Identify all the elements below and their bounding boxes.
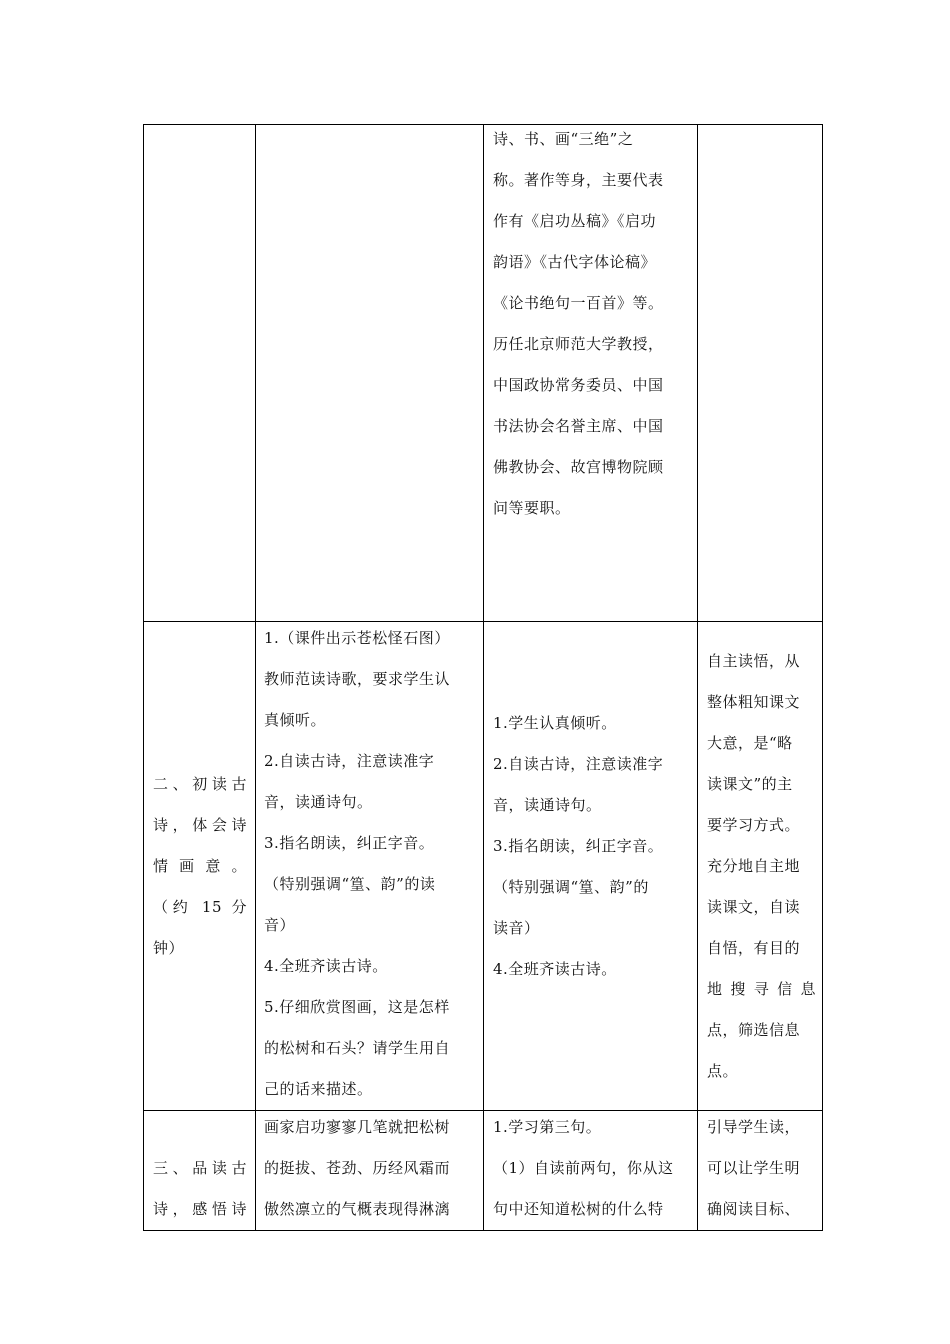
text-line: 作有《启功丛稿》《启功	[493, 212, 657, 230]
text-line: 要学习方式。	[707, 815, 801, 834]
text-line: 中国政协常务委员、中国	[493, 376, 664, 394]
row3-col4-text	[698, 1107, 822, 1230]
text-line: 5.仔细欣赏图画，这是怎样	[264, 998, 450, 1016]
text-line: 2.自读古诗，注意读准字	[264, 752, 435, 770]
text-line: （特别强调“篁、韵”的读	[264, 875, 436, 893]
text-line: 称。著作等身，主要代表	[493, 171, 664, 189]
row3-col3-text	[484, 1107, 697, 1230]
text-line: 2.自读古诗，注意读准字	[493, 754, 664, 773]
text-line: 音）	[264, 916, 296, 934]
design-intent-cell	[698, 125, 823, 622]
row2-col4-text	[698, 641, 822, 1092]
text-line: 诗，感悟诗	[153, 1200, 247, 1218]
text-line: 句中还知道松树的什么特	[493, 1200, 664, 1218]
text-line: 的挺拔、苍劲、历经风霜而	[264, 1159, 451, 1177]
text-line: 诗，体会诗	[153, 815, 247, 834]
table-row	[144, 125, 823, 622]
text-line: 充分地自主地	[707, 856, 801, 875]
text-line: 真倾听。	[264, 711, 327, 729]
text-line: 《论书绝句一百首》等。	[493, 294, 664, 312]
row2-col1-text	[144, 764, 255, 969]
row3-col1-text	[144, 1148, 255, 1230]
text-line: 音，读通诗句。	[264, 793, 373, 811]
text-line: 4.全班齐读古诗。	[264, 957, 388, 975]
teacher-activity-cell	[256, 622, 484, 1111]
text-line: 整体粗知课文	[707, 692, 801, 711]
text-line: （约 15 分	[153, 897, 247, 916]
text-line: 地 搜 寻 信 息	[707, 979, 816, 998]
text-line: 韵语》《古代字体论稿》	[493, 253, 657, 271]
teacher-activity-cell	[256, 125, 484, 622]
text-line: （1）自读前两句，你从这	[493, 1159, 674, 1177]
text-line: 二、初读古	[153, 774, 247, 793]
lesson-plan-table	[143, 124, 823, 1231]
text-line: 引导学生读，	[707, 1118, 801, 1136]
text-line: 大意，是“略	[707, 733, 793, 752]
text-line: 自主读悟，从	[707, 651, 801, 670]
stage-cell	[144, 622, 256, 1111]
text-line: 诗、书、画“三绝”之	[493, 130, 634, 148]
text-line: 1.学习第三句。	[493, 1118, 602, 1136]
text-line: 点，筛选信息	[707, 1020, 801, 1039]
design-intent-cell	[698, 1111, 823, 1231]
text-line: 4.全班齐读古诗。	[493, 959, 617, 978]
row2-col3-text	[484, 703, 697, 990]
design-intent-cell	[698, 622, 823, 1111]
row3-col2-text	[256, 1107, 483, 1230]
stage-cell	[144, 125, 256, 622]
text-line: 读课文，自读	[707, 897, 801, 916]
text-line: 确阅读目标、	[707, 1200, 801, 1218]
teacher-activity-cell	[256, 1111, 484, 1231]
text-line: 画家启功寥寥几笔就把松树	[264, 1118, 451, 1136]
text-line: 读音）	[493, 918, 540, 937]
student-activity-cell	[484, 125, 698, 622]
row1-col3-text	[493, 119, 691, 529]
text-line: 音，读通诗句。	[493, 795, 602, 814]
text-line: 历任北京师范大学教授，	[493, 335, 664, 353]
stage-cell	[144, 1111, 256, 1231]
text-line: 佛教协会、故宫博物院顾	[493, 458, 664, 476]
text-line: 可以让学生明	[707, 1159, 801, 1177]
text-line: 1.（课件出示苍松怪石图）	[264, 629, 450, 647]
text-line: （特别强调“篁、韵”的	[493, 877, 649, 896]
text-line: 书法协会名誉主席、中国	[493, 417, 664, 435]
text-line: 教师范读诗歌，要求学生认	[264, 670, 451, 688]
text-line: 钟）	[153, 938, 185, 957]
text-line: 傲然凛立的气概表现得淋漓	[264, 1200, 451, 1218]
row2-col2-text	[256, 618, 483, 1110]
student-activity-cell	[484, 622, 698, 1111]
student-activity-cell	[484, 1111, 698, 1231]
text-line: 3.指名朗读，纠正字音。	[264, 834, 435, 852]
text-line: 1.学生认真倾听。	[493, 713, 617, 732]
text-line: 3.指名朗读，纠正字音。	[493, 836, 664, 855]
text-line: 的松树和石头？请学生用自	[264, 1039, 451, 1057]
text-line: 己的话来描述。	[264, 1080, 373, 1098]
table-row	[144, 1111, 823, 1231]
text-line: 情 画 意 。	[153, 856, 247, 875]
text-line: 点。	[707, 1061, 739, 1080]
text-line: 自悟，有目的	[707, 938, 801, 957]
table-row	[144, 622, 823, 1111]
text-line: 读课文”的主	[707, 774, 793, 793]
text-line: 问等要职。	[493, 499, 571, 517]
text-line: 三、品读古	[153, 1159, 247, 1177]
